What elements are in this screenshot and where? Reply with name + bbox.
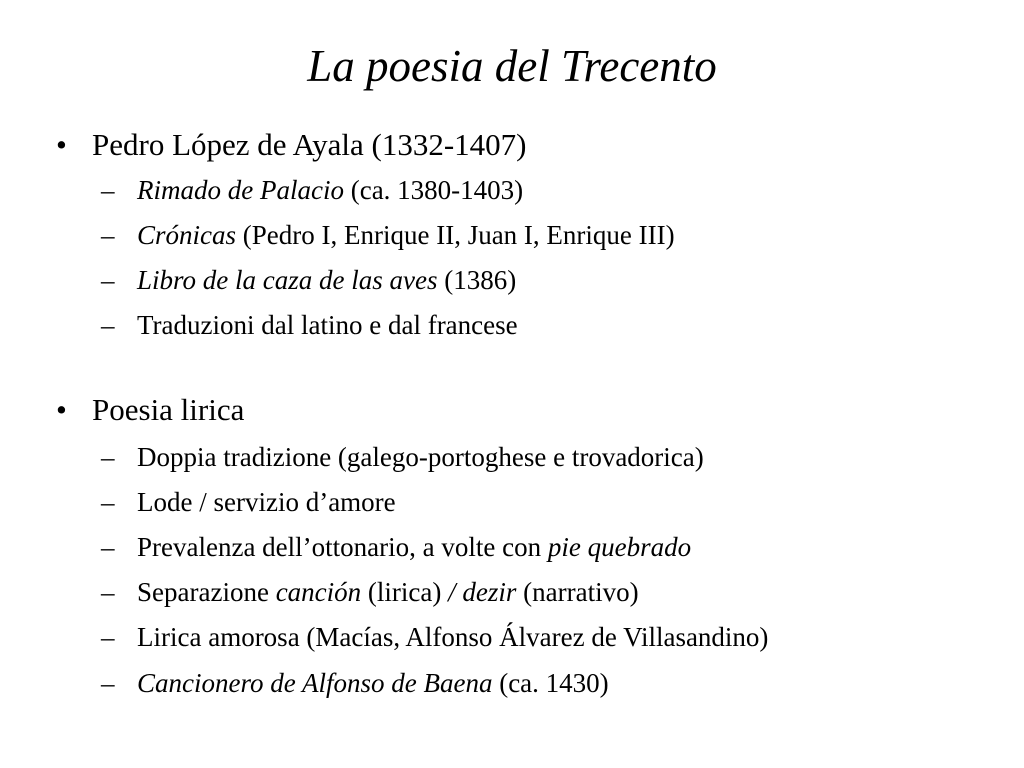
sub-item-lode: [101, 486, 396, 518]
slide-title: La poesia del Trecento: [307, 41, 717, 91]
item-text: Lirica amorosa (Macías, Alfonso Álvarez de Villasandino): [137, 622, 769, 652]
sub-item-traduzioni: [101, 309, 518, 341]
dash-icon: –: [101, 622, 115, 652]
genre-term: canción: [275, 577, 362, 607]
dash-icon: –: [101, 442, 115, 472]
dash-icon: –: [101, 220, 115, 250]
dash-icon: –: [101, 532, 115, 562]
bullet-icon: •: [56, 127, 67, 162]
item-text: Prevalenza dell’ottonario, a volte con: [137, 532, 548, 562]
sub-item-cancionero: [101, 667, 609, 699]
item-text: Traduzioni dal latino e dal francese: [137, 310, 518, 340]
item-text: (Pedro I, Enrique II, Juan I, Enrique III): [236, 220, 675, 250]
sub-item-separazione: [101, 576, 639, 608]
bullet-poesia-lirica: [56, 392, 244, 428]
sub-item-libro: [101, 264, 516, 296]
sub-item-prevalenza: [101, 531, 691, 563]
bullet-text: Poesia lirica: [92, 392, 245, 427]
dash-icon: –: [101, 487, 115, 517]
dash-icon: –: [101, 265, 115, 295]
work-title: Libro de la caza de las aves: [137, 265, 438, 295]
item-text: (ca. 1380-1403): [343, 175, 524, 205]
work-title: pie quebrado: [547, 532, 692, 562]
item-text: (lirica): [361, 577, 449, 607]
bullet-icon: •: [56, 392, 67, 427]
work-title: Rimado de Palacio: [137, 175, 344, 205]
item-text: Separazione: [137, 577, 276, 607]
dash-icon: –: [101, 175, 115, 205]
item-text: Doppia tradizione (galego-portoghese e trovadorica): [137, 442, 704, 472]
sub-item-lirica-amorosa: [101, 621, 768, 653]
sub-item-cronicas: [101, 219, 675, 251]
sub-item-doppia: [101, 441, 704, 473]
sub-item-rimado: [101, 174, 523, 206]
dash-icon: –: [101, 310, 115, 340]
bullet-ayala: [56, 127, 526, 163]
dash-icon: –: [101, 577, 115, 607]
item-text: (ca. 1430): [492, 668, 609, 698]
work-title: Crónicas: [137, 220, 237, 250]
dash-icon: –: [101, 668, 115, 698]
work-title: Cancionero de Alfonso de Baena: [137, 668, 493, 698]
item-text: (1386): [437, 265, 517, 295]
genre-term: / dezir: [448, 577, 517, 607]
item-text: (narrativo): [516, 577, 639, 607]
item-text: Lode / servizio d’amore: [137, 487, 396, 517]
bullet-text: Pedro López de Ayala (1332-1407): [92, 127, 527, 162]
